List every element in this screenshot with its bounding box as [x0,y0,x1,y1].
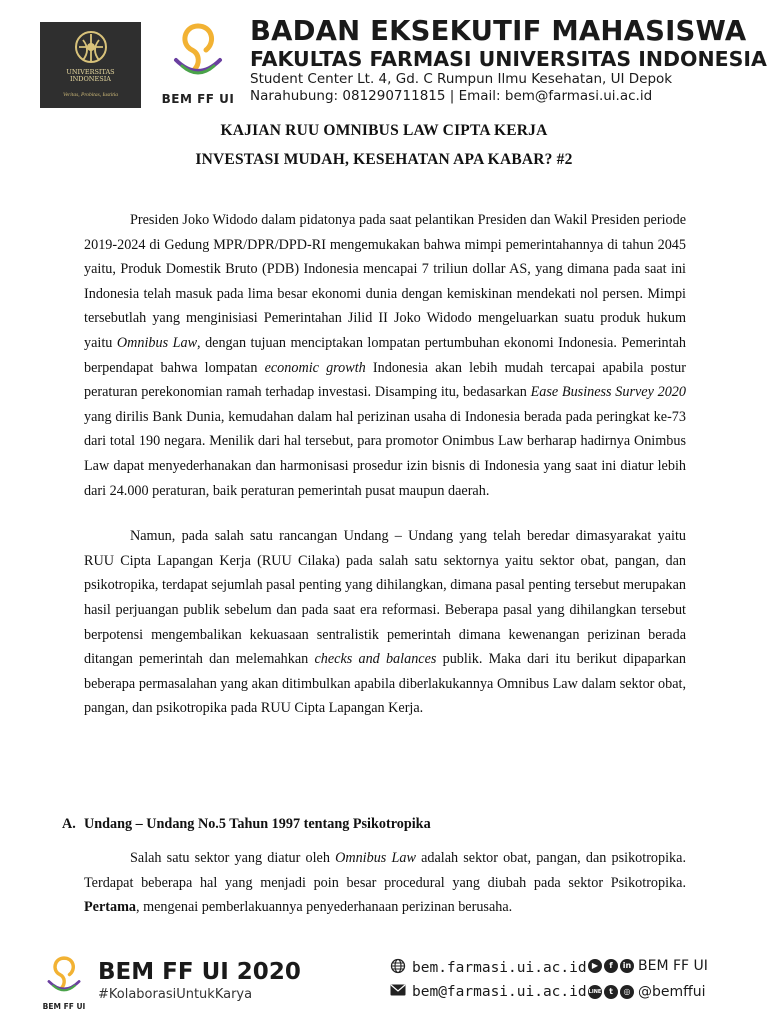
footer-brand-title: BEM FF UI 2020 [98,959,301,985]
section-a-number: A. [62,816,76,832]
ui-name-line2: INDONESIA [70,75,111,83]
footer-social-row-1 [588,958,708,974]
footer-social-handle-2: @bemffui [638,984,706,1000]
paragraph-1-text-b: , dengan tujuan menciptakan lompatan pertumbuhan ekonomi Indonesia. Pemerintah berpendapat bahwa lompatan [84,334,686,376]
paragraph-1-italic-a: Omnibus Law [116,334,198,351]
globe-icon [390,958,406,978]
paragraph-2-italic-a: checks and balances [314,651,437,668]
mail-icon [390,984,406,1000]
document-body-section-a [84,846,686,920]
facebook-icon[interactable]: f [604,959,618,973]
footer-website-link[interactable]: bem.farmasi.ui.ac.id [412,960,587,976]
paragraph-2-text-a: Namun, pada salah satu rancangan Undang – Undang yang telah beredar dimasyarakat yaitu RUU Cipta Lapangan Kerja (RUU Cilaka) pada salah satu sektornya yaitu sektor obat, pangan, dan psikotropika, terdapat sejumlah pasal penting yang dihilangkan, dimana pasal penting tersebut merupakan hasil perjuangan publik sebelum dan pada saat era reformasi. Beberapa pasal yang dihilangkan tersebut berpotensi mengembalikan kekuasaan sentralistik pemerintah dimana kewenangan perizinan berada ditangan pemerintah dan melemahkan [84,528,686,668]
letterhead-address: Student Center Lt. 4, Gd. C Rumpun Ilmu Kesehatan, UI Depok [250,71,673,87]
letterhead-title: BADAN EKSEKUTIF MAHASISWA [250,15,747,47]
paragraph-3-text-c: , mengenai pemberlakuannya penyederhanaan perizinan berusaha. [136,899,513,916]
footer-email-row [390,984,587,1000]
footer-social-handle-1: BEM FF UI [638,958,708,974]
document-body [84,208,686,721]
document-title: KAJIAN RUU OMNIBUS LAW CIPTA KERJA [220,122,548,139]
paragraph-1-text-d: yang dirilis Bank Dunia, kemudahan dalam hal perizinan usaha di Indonesia berada pada peringkat ke-73 dari total 190 negara. Menilik dari hal tersebut, para promotor Onimbus Law berharap hadirnya Onimbus Law dapat menyederhanakan dan harmonisasi prosedur izin bisnis di Indonesia yang saat ini diatur lebih dari 24.000 peraturan, baik peraturan pemerintah pusat maupun daerah. [84,408,686,499]
section-a-title: Undang – Undang No.5 Tahun 1997 tentang Psikotropika [84,816,431,832]
letterhead [0,0,768,112]
bem-emblem-icon [170,20,226,90]
paragraph-3-text-b: adalah sektor obat, pangan, dan psikotropika. Terdapat beberapa hal yang menjadi poin besar procedural yang diubah pada sektor Psikotropika. [84,850,686,891]
footer-social-row-2 [588,984,706,1000]
letterhead-contact: Narahubung: 081290711815 | Email: bem@farmasi.ui.ac.id [250,88,653,104]
twitter-icon[interactable]: t [604,985,618,999]
instagram-icon[interactable]: ◎ [620,985,634,999]
makara-icon [71,30,111,68]
section-a-heading [62,816,431,833]
document-subtitle: INVESTASI MUDAH, KESEHATAN APA KABAR? #2 [195,151,573,168]
footer [0,944,768,1024]
paragraph-3-italic-a: Omnibus Law [335,850,416,866]
paragraph-1-italic-b: economic growth [264,359,366,376]
letterhead-subtitle: FAKULTAS FARMASI UNIVERSITAS INDONESIA [250,47,767,71]
ui-logo [40,22,141,108]
bem-logo [152,20,244,110]
paragraph-1-text-c: Indonesia akan lebih mudah tercapai apabila postur peraturan perekonomian ramah terhadap investasi. Disamping itu, bedasarkan [84,359,686,401]
line-icon[interactable]: LINE [588,985,602,999]
footer-logo-text: BEM FF UI [42,1002,86,1011]
paragraph-3 [84,846,686,920]
footer-brand [98,958,301,1004]
paragraph-3-bold-b: Pertama [84,899,136,916]
bem-logo-text: BEM FF UI [161,92,235,106]
paragraph-3-text-a: Salah satu sektor yang diatur oleh [130,850,336,866]
footer-hashtag: #KolaborasiUntukKarya [98,987,253,1002]
youtube-icon[interactable]: ▶ [588,959,602,973]
footer-website-row [390,958,587,978]
footer-email-link[interactable]: bem@farmasi.ui.ac.id [412,984,587,1000]
paragraph-1 [84,208,686,503]
footer-logo [42,954,86,1018]
paragraph-1-text-a: Presiden Joko Widodo dalam pidatonya pada saat pelantikan Presiden dan Wakil Presiden periode 2019-2024 di Gedung MPR/DPR/DPD-RI mengemukakan bahwa mimpi pemerintahannya di tahun 2045 yaitu, Produk Domestik Bruto (PDB) Indonesia mencapai 7 triliun dollar AS, yang dimana pada saat ini Indonesia telah masuk pada lima besar ekonomi dunia dengan kemiskinan mendekati nol persen. Mimpi tersebutlah yang menginisiasi Pemerintahan Jilid II Joko Widodo mengeluarkan suatu produk hukum yaitu [84,212,686,351]
linkedin-icon[interactable]: in [620,959,634,973]
bem-emblem-icon [42,954,86,1002]
ui-name-line1: UNIVERSITAS [66,68,115,76]
paragraph-1-italic-c: Ease Business Survey 2020 [530,384,686,401]
letterhead-text [250,15,767,105]
ui-motto: Veritas, Probitas, Iustitia [62,92,119,98]
paragraph-2-text-b: publik. Maka dari itu berikut dipaparkan beberapa permasalahan yang akan ditimbulkan apabila diberlakukannya Omnibus Law dalam sektor obat, pangan, dan psikotropika pada RUU Cipta Lapangan Kerja. [84,651,686,717]
paragraph-2 [84,524,686,721]
